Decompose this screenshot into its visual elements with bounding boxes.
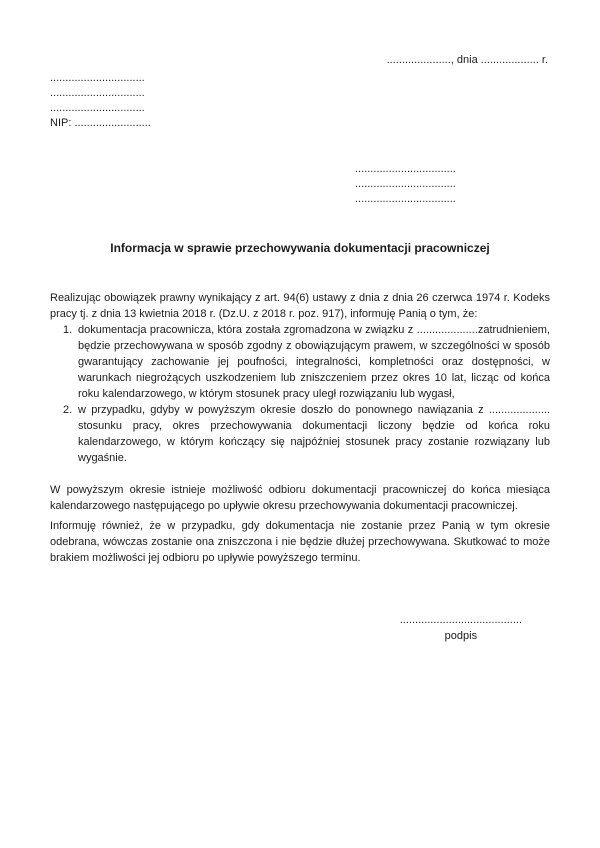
list-item-1-text: dokumentacja pracownicza, która została zgromadzona w związku z ....................zatrudnieniem, będzie przechowywana w sposób zgodny z obowiązującym prawem, w szczególności w sposób gwarantujący zachowanie jej poufności, integralności, kompletności oraz dostępności, w warunkach niegrożących uszkodzeniem lub zniszczeniem przez okres 10 lat, licząc od końca roku kalendarzowego, w którym stosunek pracy uległ rozwiązaniu lub wygasł, [78, 324, 550, 400]
recipient-line-3: ................................. [355, 193, 456, 205]
list-item-2-text: w przypadku, gdyby w powyższym okresie doszło do ponownego nawiązania z .................... stosunku pracy, okres przechowywania dokumentacji liczony będzie od końca roku kalendarzowego, w którym kończący się najpóźniej stosunek pracy zostanie rozwiązany lub wygaśnie. [78, 404, 550, 464]
document-title: Informacja w sprawie przechowywania dokumentacji pracowniczej [110, 241, 490, 255]
intro-paragraph: Realizując obowiązek prawny wynikający z art. 94(6) ustawy z dnia z dnia 26 czerwca 1974 r. Kodeks pracy tj. z dnia 13 kwietnia 2018 r. (Dz.U. z 2018 r. poz. 917), informuję Panią o tym, że: [50, 292, 550, 320]
sender-line-3: ............................... [50, 102, 145, 114]
list-item-2-number: 2. [63, 404, 73, 416]
recipient-line-2: ................................. [355, 178, 456, 190]
date-line: ....................., dnia ................... r. [386, 54, 548, 66]
signature-dots: ........................................ [399, 614, 522, 626]
numbered-list [50, 322, 550, 466]
sender-line-1: ............................... [50, 72, 145, 84]
signature-label: podpis [444, 630, 478, 642]
recipient-block [355, 162, 456, 207]
paragraph-destruction: Informuję również, że w przypadku, gdy dokumentacja nie zostanie przez Panią w tym okresie odebrana, wówczas zostanie ona zniszczona i nie będzie dłużej przechowywana. Skutkować to może brakiem możliwości jej odbioru po upływie powyższego terminu. [50, 520, 550, 564]
list-item-2 [50, 402, 550, 466]
document-body [50, 290, 550, 566]
sender-block [50, 71, 151, 131]
list-item-1-number: 1. [63, 324, 73, 336]
recipient-line-1: ................................. [355, 163, 456, 175]
paragraph-retrieval: W powyższym okresie istnieje możliwość odbioru dokumentacji pracowniczej do końca miesiąca kalendarzowego następującego po upływie okresu przechowywania dokumentacji pracowniczej. [50, 484, 550, 512]
sender-line-2: ............................... [50, 87, 145, 99]
signature-block [400, 612, 522, 644]
list-item-1 [50, 322, 550, 402]
nip-line: NIP: ......................... [50, 117, 151, 129]
